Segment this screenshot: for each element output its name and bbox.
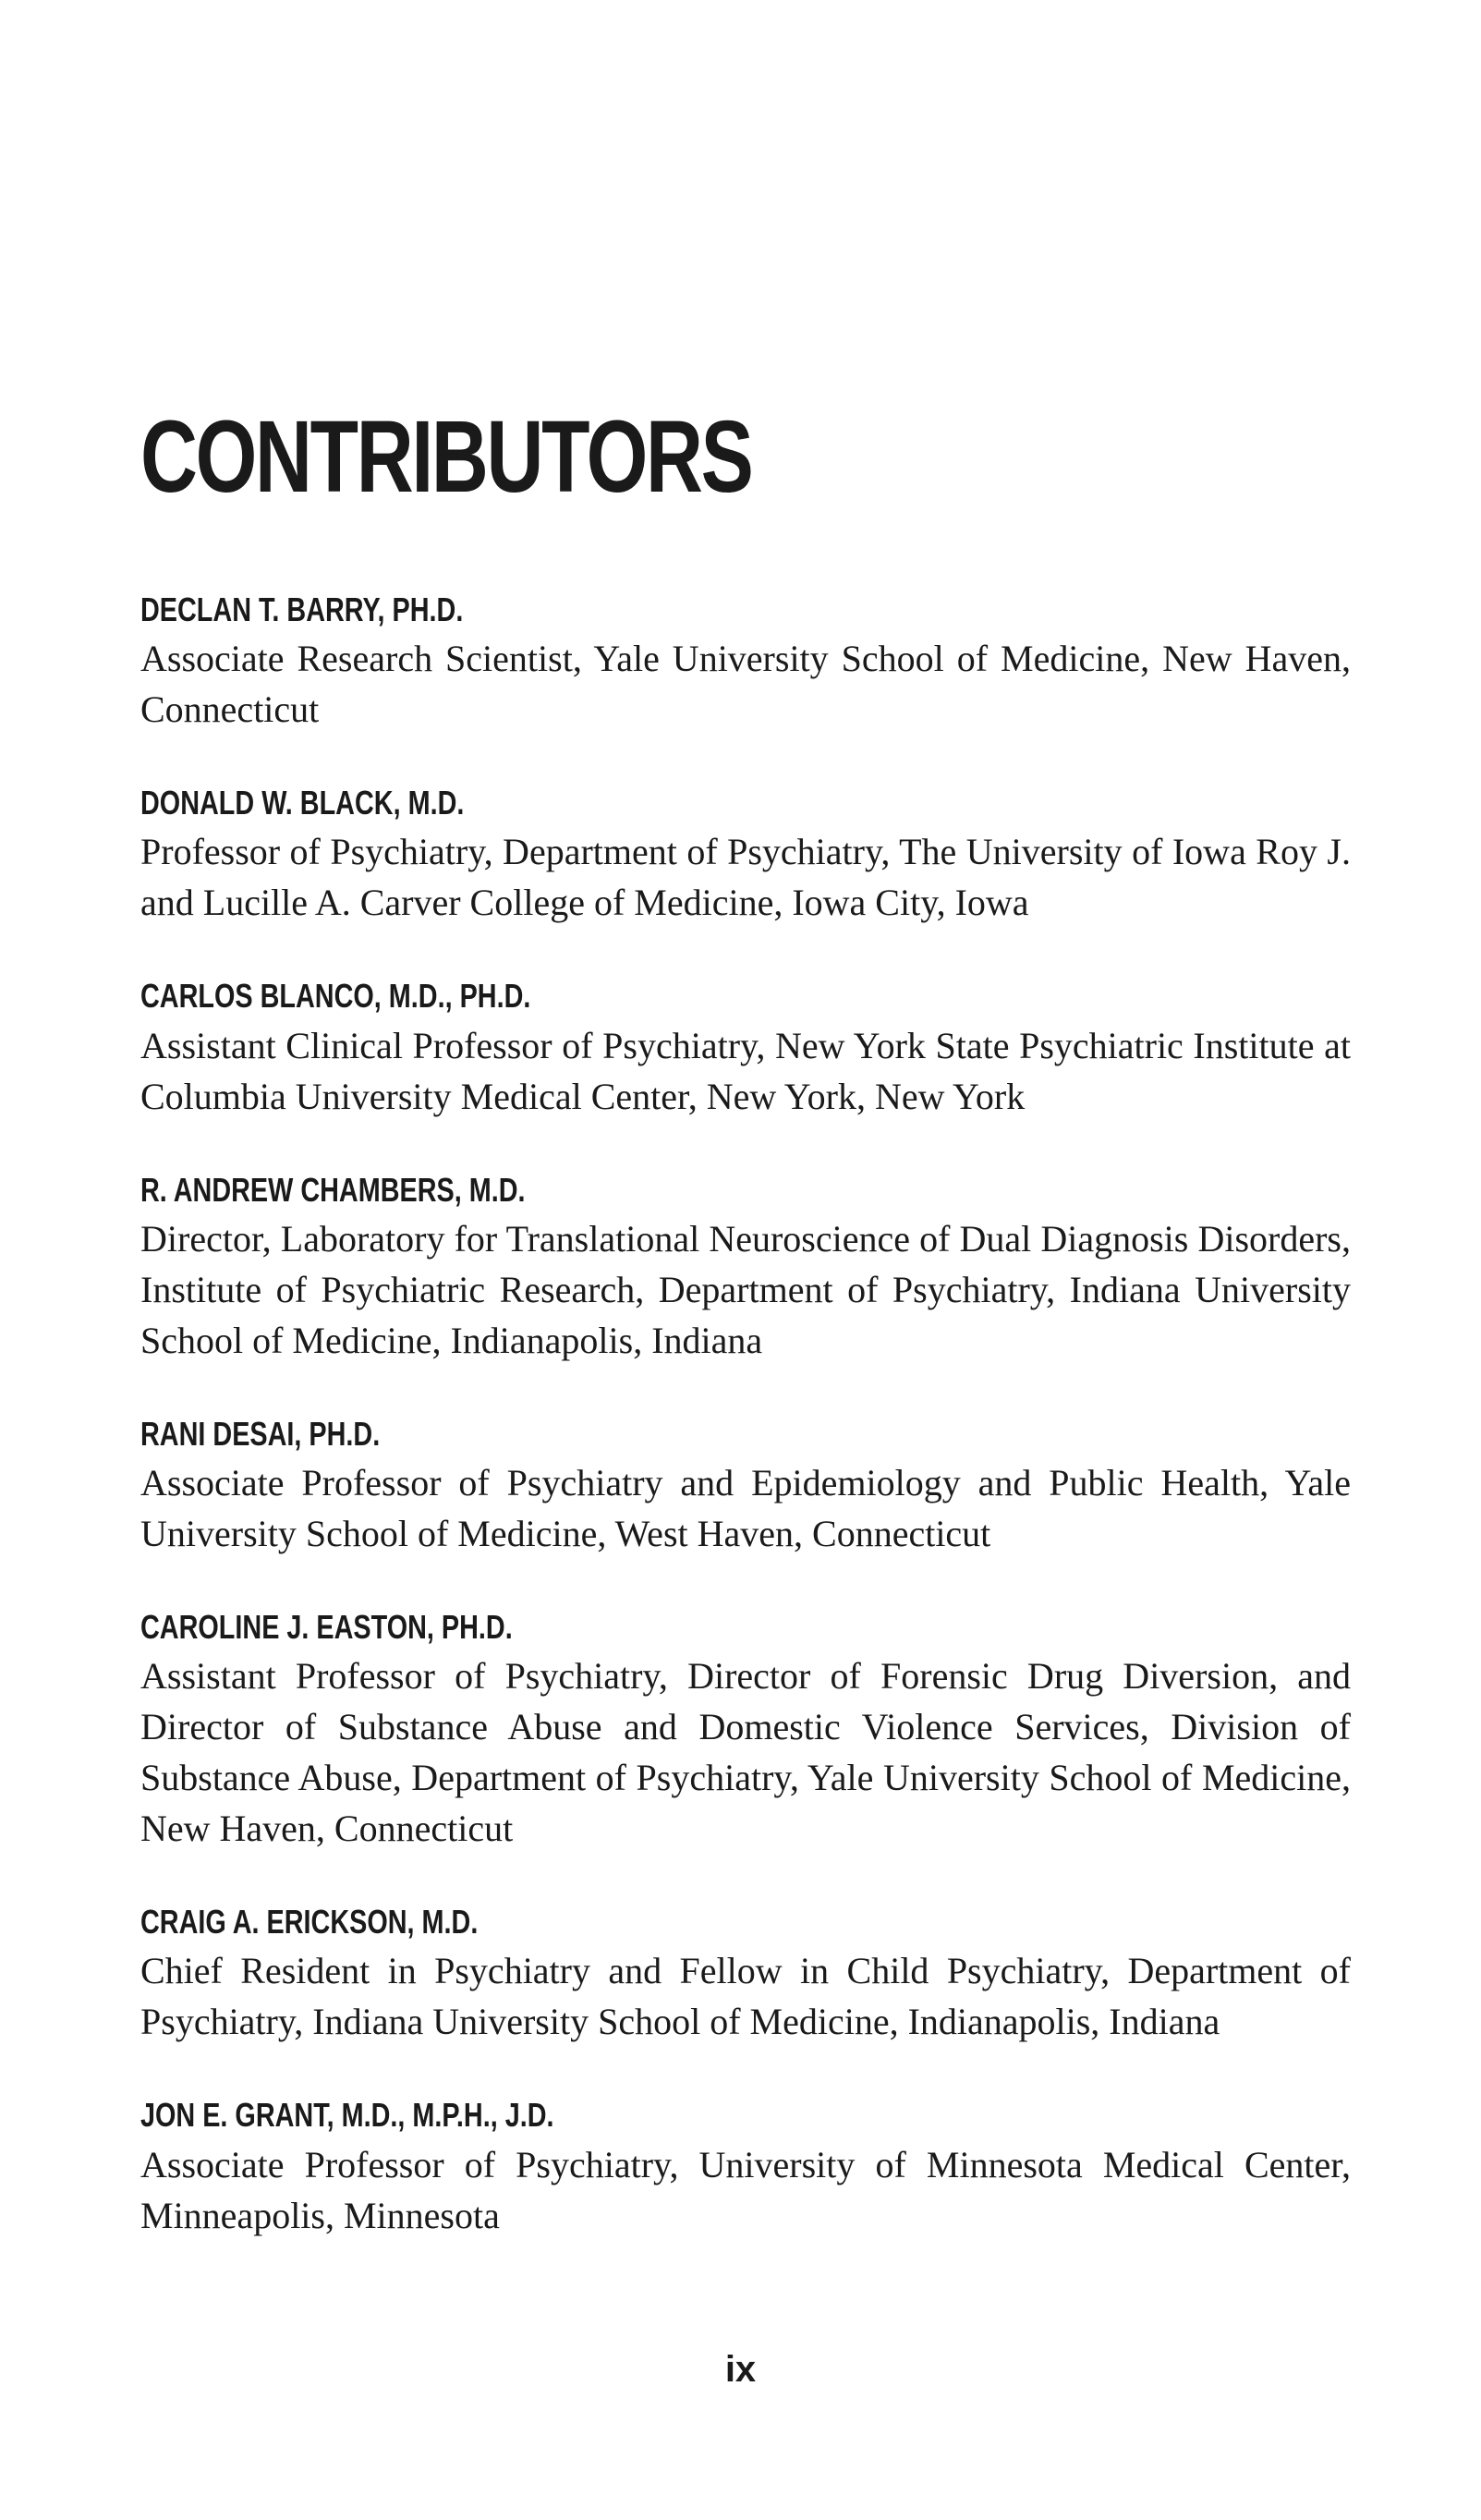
contributors-page bbox=[140, 400, 1351, 2289]
contributor-name: JON E. GRANT, M.D., M.P.H., J.D. bbox=[140, 2096, 554, 2135]
contributor-affiliation: Assistant Professor of Psychiatry, Director of Forensic Drug Diversion, and Director of Substance Abuse and Domestic Violence Services, Division of Substance Abuse, Department of Psychiatry, Yale University School of Medicine, New Haven, Connecticut bbox=[140, 1655, 1351, 1850]
contributor-entry bbox=[140, 976, 1351, 1121]
contributor-affiliation: Director, Laboratory for Translational Neuroscience of Dual Diagnosis Disorders, Institute of Psychiatric Research, Department of Psychiatry, Indiana University School of Medicine, Indianapolis, Indiana bbox=[140, 1217, 1351, 1361]
contributor-name: CAROLINE J. EASTON, PH.D. bbox=[140, 1607, 513, 1646]
contributor-entry bbox=[140, 1414, 1351, 1559]
contributor-name: RANI DESAI, PH.D. bbox=[140, 1414, 381, 1453]
contributor-affiliation: Associate Professor of Psychiatry and Epidemiology and Public Health, Yale University School of Medicine, West Haven, Connecticut bbox=[140, 1461, 1351, 1554]
contributor-name: CRAIG A. ERICKSON, M.D. bbox=[140, 1903, 479, 1942]
contributor-name: DECLAN T. BARRY, PH.D. bbox=[140, 590, 464, 628]
contributor-entry bbox=[140, 1170, 1351, 1366]
contributor-entry bbox=[140, 2095, 1351, 2240]
page-title: CONTRIBUTORS bbox=[140, 400, 752, 514]
contributor-name: CARLOS BLANCO, M.D., PH.D. bbox=[140, 977, 531, 1016]
contributor-entry bbox=[140, 1607, 1351, 1854]
contributor-affiliation: Chief Resident in Psychiatry and Fellow in Child Psychiatry, Department of Psychiatry, Indiana University School of Medicine, Indianapolis, Indiana bbox=[140, 1950, 1351, 2043]
contributor-entry bbox=[140, 1902, 1351, 2047]
contributor-entry bbox=[140, 783, 1351, 928]
contributor-affiliation: Professor of Psychiatry, Department of Psychiatry, The University of Iowa Roy J. and Lucille A. Carver College of Medicine, Iowa City, Iowa bbox=[140, 831, 1351, 924]
contributor-entry bbox=[140, 590, 1351, 735]
contributor-affiliation: Associate Research Scientist, Yale University School of Medicine, New Haven, Connecticut bbox=[140, 638, 1351, 731]
contributor-affiliation: Assistant Clinical Professor of Psychiatry, New York State Psychiatric Institute at Columbia University Medical Center, New York, New York bbox=[140, 1024, 1351, 1117]
page-number: ix bbox=[724, 2349, 757, 2390]
contributor-affiliation: Associate Professor of Psychiatry, University of Minnesota Medical Center, Minneapolis, Minnesota bbox=[140, 2143, 1351, 2236]
contributor-name: DONALD W. BLACK, M.D. bbox=[140, 784, 465, 822]
contributor-name: R. ANDREW CHAMBERS, M.D. bbox=[140, 1170, 526, 1209]
